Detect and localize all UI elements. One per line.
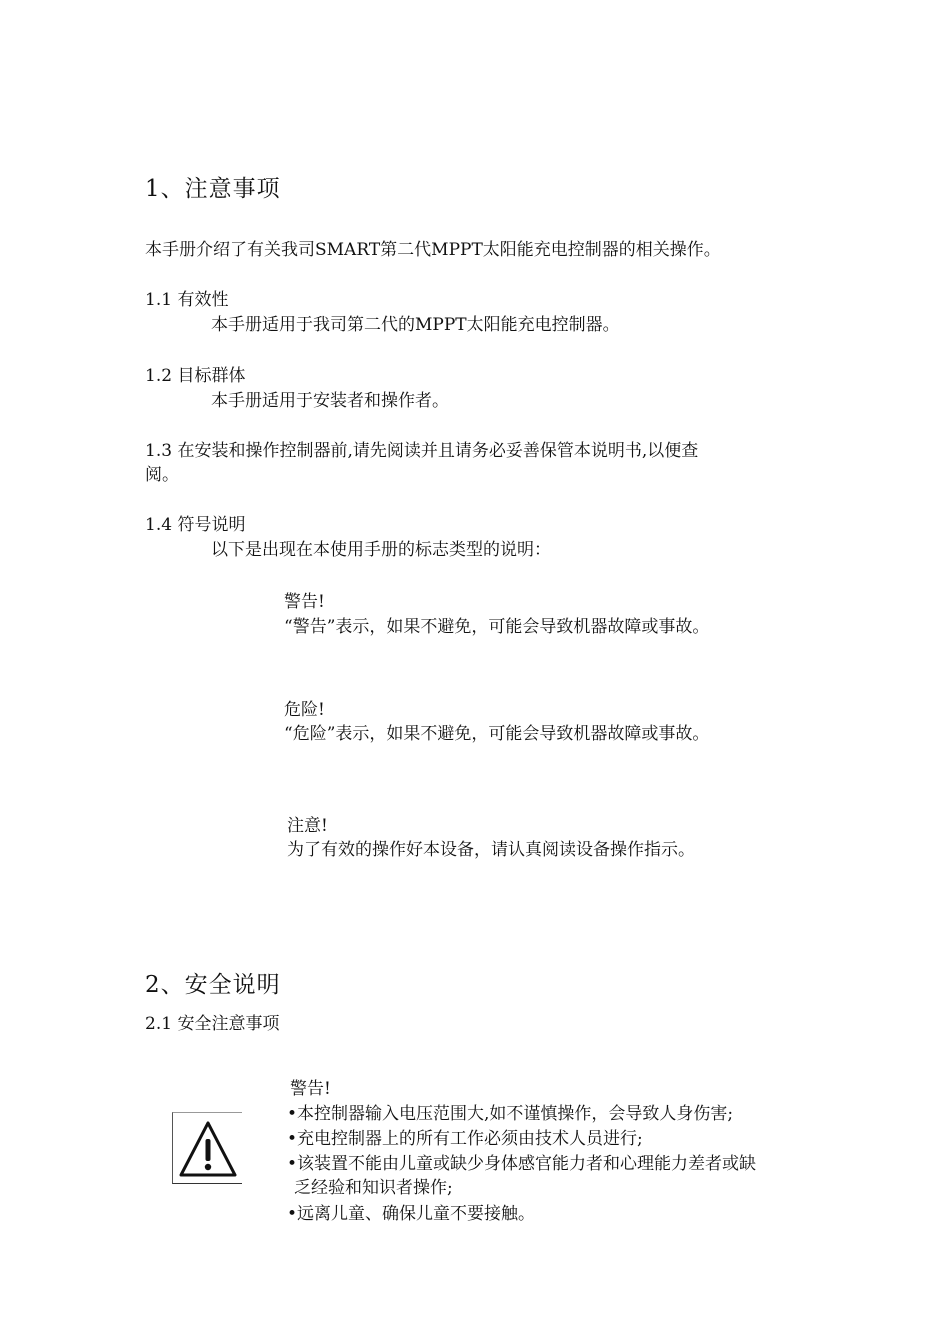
subsection-1-4-text: 以下是出现在本使用手册的标志类型的说明： bbox=[211, 540, 551, 560]
section-1-heading: 1、注意事项 bbox=[145, 176, 281, 202]
subsection-1-3-line-2: 阅。 bbox=[145, 465, 179, 485]
subsection-1-4-title: 1.4 符号说明 bbox=[145, 515, 246, 535]
safety-item-4: •远离儿童、确保儿童不要接触。 bbox=[287, 1204, 536, 1224]
safety-item-2: •充电控制器上的所有工作必须由技术人员进行; bbox=[287, 1129, 643, 1149]
subsection-1-3-line-1: 1.3 在安装和操作控制器前,请先阅读并且请务必妥善保管本说明书,以便查 bbox=[145, 441, 699, 461]
symbol-notice-desc: 为了有效的操作好本设备，请认真阅读设备操作指示。 bbox=[287, 840, 695, 860]
safety-item-3-continued: 乏经验和知识者操作; bbox=[294, 1178, 453, 1198]
symbol-danger-desc: “危险”表示，如果不避免，可能会导致机器故障或事故。 bbox=[284, 724, 710, 744]
subsection-1-2-text: 本手册适用于安装者和操作者。 bbox=[211, 391, 449, 411]
subsection-2-1-title: 2.1 安全注意事项 bbox=[145, 1014, 280, 1034]
symbol-warning-desc: “警告”表示，如果不避免，可能会导致机器故障或事故。 bbox=[284, 617, 710, 637]
subsection-1-2-title: 1.2 目标群体 bbox=[145, 366, 246, 386]
symbol-notice-label: 注意! bbox=[287, 816, 328, 836]
intro-paragraph: 本手册介绍了有关我司SMART第二代MPPT太阳能充电控制器的相关操作。 bbox=[145, 240, 721, 260]
safety-item-3: •该装置不能由儿童或缺少身体感官能力者和心理能力差者或缺 bbox=[287, 1154, 757, 1174]
warning-triangle-icon bbox=[177, 1119, 239, 1179]
subsection-1-1-text: 本手册适用于我司第二代的MPPT太阳能充电控制器。 bbox=[211, 315, 620, 335]
warning-icon-frame bbox=[172, 1112, 242, 1184]
symbol-danger-label: 危险! bbox=[284, 700, 325, 720]
symbol-warning-label: 警告! bbox=[284, 592, 325, 612]
safety-item-1: •本控制器输入电压范围大,如不谨慎操作，会导致人身伤害; bbox=[287, 1104, 734, 1124]
section-2-heading: 2、安全说明 bbox=[145, 972, 281, 998]
subsection-1-1-title: 1.1 有效性 bbox=[145, 290, 229, 310]
safety-warning-label: 警告! bbox=[290, 1079, 331, 1099]
